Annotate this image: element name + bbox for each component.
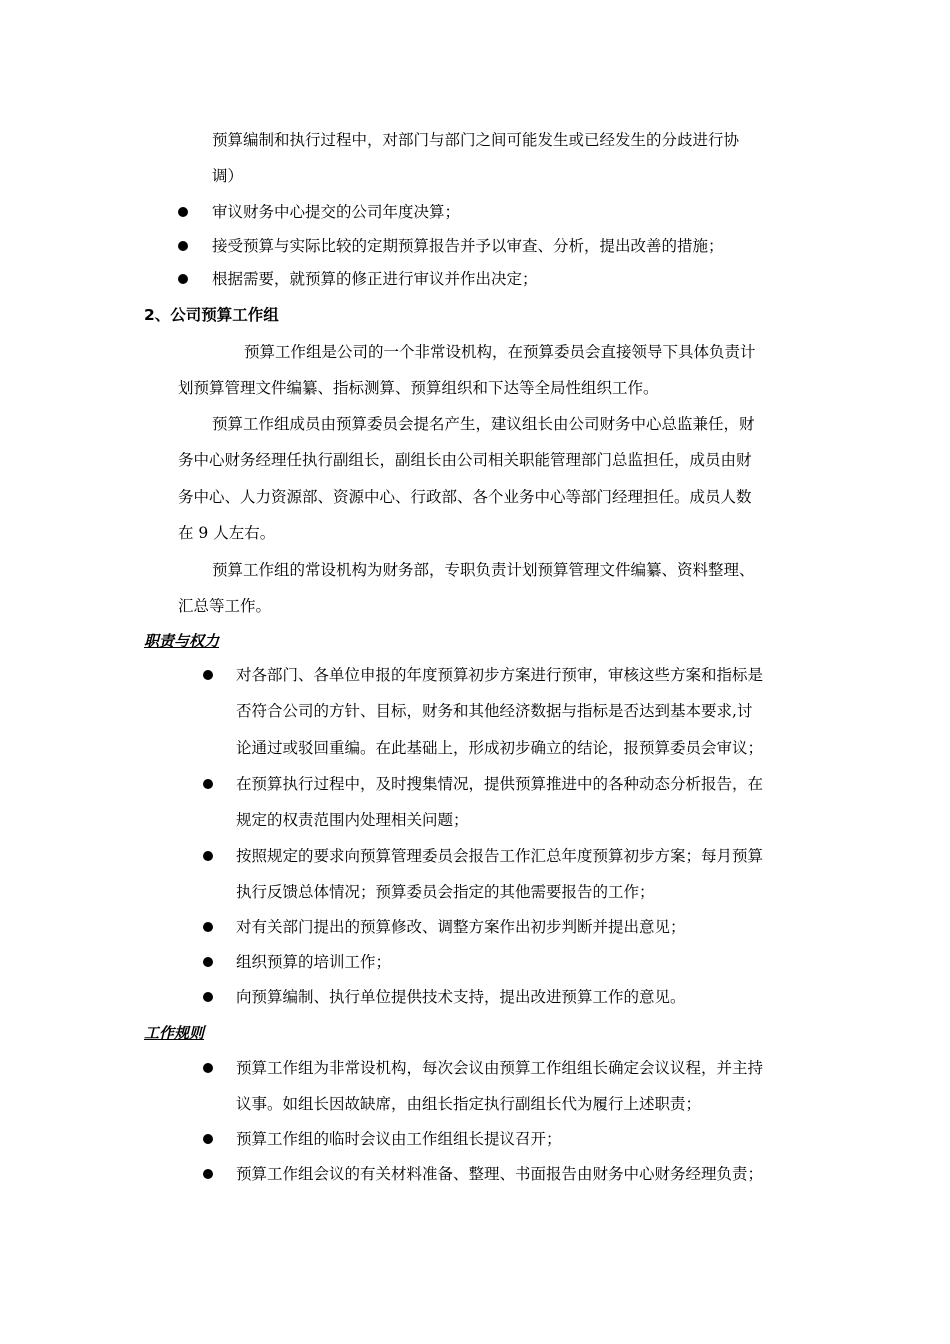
bullet-dot-icon	[178, 274, 188, 284]
bullet-dot-icon	[203, 957, 213, 967]
list-item: 对各部门、各单位申报的年度预算初步方案进行预审，审核这些方案和指标是	[236, 666, 764, 684]
list-item: 议事。如组长因故缺席，由组长指定执行副组长代为履行上述职责；	[236, 1095, 702, 1113]
list-item: 审议财务中心提交的公司年度决算；	[212, 203, 461, 221]
paragraph-line: 预算工作组的常设机构为财务部，专职负责计划预算管理文件编纂、资料整理、	[212, 561, 755, 579]
bullet-dot-icon	[203, 779, 213, 789]
bullet-dot-icon	[203, 670, 213, 680]
list-item: 在预算执行过程中，及时搜集情况，提供预算推进中的各种动态分析报告，在	[236, 775, 764, 793]
paragraph-line: 在 9 人左右。	[178, 524, 276, 542]
bullet-dot-icon	[178, 207, 188, 217]
section-title: 2、公司预算工作组	[144, 306, 279, 324]
bullet-dot-icon	[203, 992, 213, 1002]
list-item: 向预算编制、执行单位提供技术支持，提出改进预算工作的意见。	[236, 988, 686, 1006]
paragraph-line: 务中心、人力资源部、资源中心、行政部、各个业务中心等部门经理担任。成员人数	[178, 488, 752, 506]
bullet-dot-icon	[178, 241, 188, 251]
list-item: 按照规定的要求向预算管理委员会报告工作汇总年度预算初步方案；每月预算	[236, 847, 764, 865]
list-item: 对有关部门提出的预算修改、调整方案作出初步判断并提出意见；	[236, 918, 686, 936]
bullet-dot-icon	[203, 1063, 213, 1073]
paragraph-line: 汇总等工作。	[178, 597, 272, 615]
bullet-dot-icon	[203, 851, 213, 861]
list-item: 论通过或驳回重编。在此基础上，形成初步确立的结论，报预算委员会审议；	[236, 739, 764, 757]
list-item: 接受预算与实际比较的定期预算报告并予以审查、分析，提出改善的措施；	[212, 237, 724, 255]
bullet-dot-icon	[203, 1134, 213, 1144]
subsection-title: 工作规则	[144, 1024, 205, 1042]
list-item: 组织预算的培训工作；	[236, 953, 392, 971]
intro-line: 调）	[212, 167, 244, 185]
list-item: 预算工作组会议的有关材料准备、整理、书面报告由财务中心财务经理负责；	[236, 1165, 764, 1183]
paragraph-line: 预算工作组是公司的一个非常设机构，在预算委员会直接领导下具体负责计	[244, 343, 756, 361]
list-item: 预算工作组的临时会议由工作组组长提议召开；	[236, 1130, 562, 1148]
intro-line: 预算编制和执行过程中，对部门与部门之间可能发生或已经发生的分歧进行协	[212, 131, 740, 149]
subsection-title: 职责与权力	[144, 632, 220, 650]
list-item: 规定的权责范围内处理相关问题；	[236, 811, 469, 829]
list-item: 否符合公司的方针、目标，财务和其他经济数据与指标是否达到基本要求,讨	[236, 702, 753, 720]
bullet-dot-icon	[203, 1169, 213, 1179]
paragraph-line: 务中心财务经理任执行副组长，副组长由公司相关职能管理部门总监担任，成员由财	[178, 451, 752, 469]
paragraph-line: 预算工作组成员由预算委员会提名产生，建议组长由公司财务中心总监兼任，财	[212, 415, 755, 433]
list-item: 执行反馈总体情况；预算委员会指定的其他需要报告的工作；	[236, 883, 655, 901]
bullet-dot-icon	[203, 922, 213, 932]
list-item: 根据需要，就预算的修正进行审议并作出决定；	[212, 270, 538, 288]
list-item: 预算工作组为非常设机构，每次会议由预算工作组组长确定会议议程，并主持	[236, 1059, 764, 1077]
paragraph-line: 划预算管理文件编纂、指标测算、预算组织和下达等全局性组织工作。	[178, 379, 659, 397]
